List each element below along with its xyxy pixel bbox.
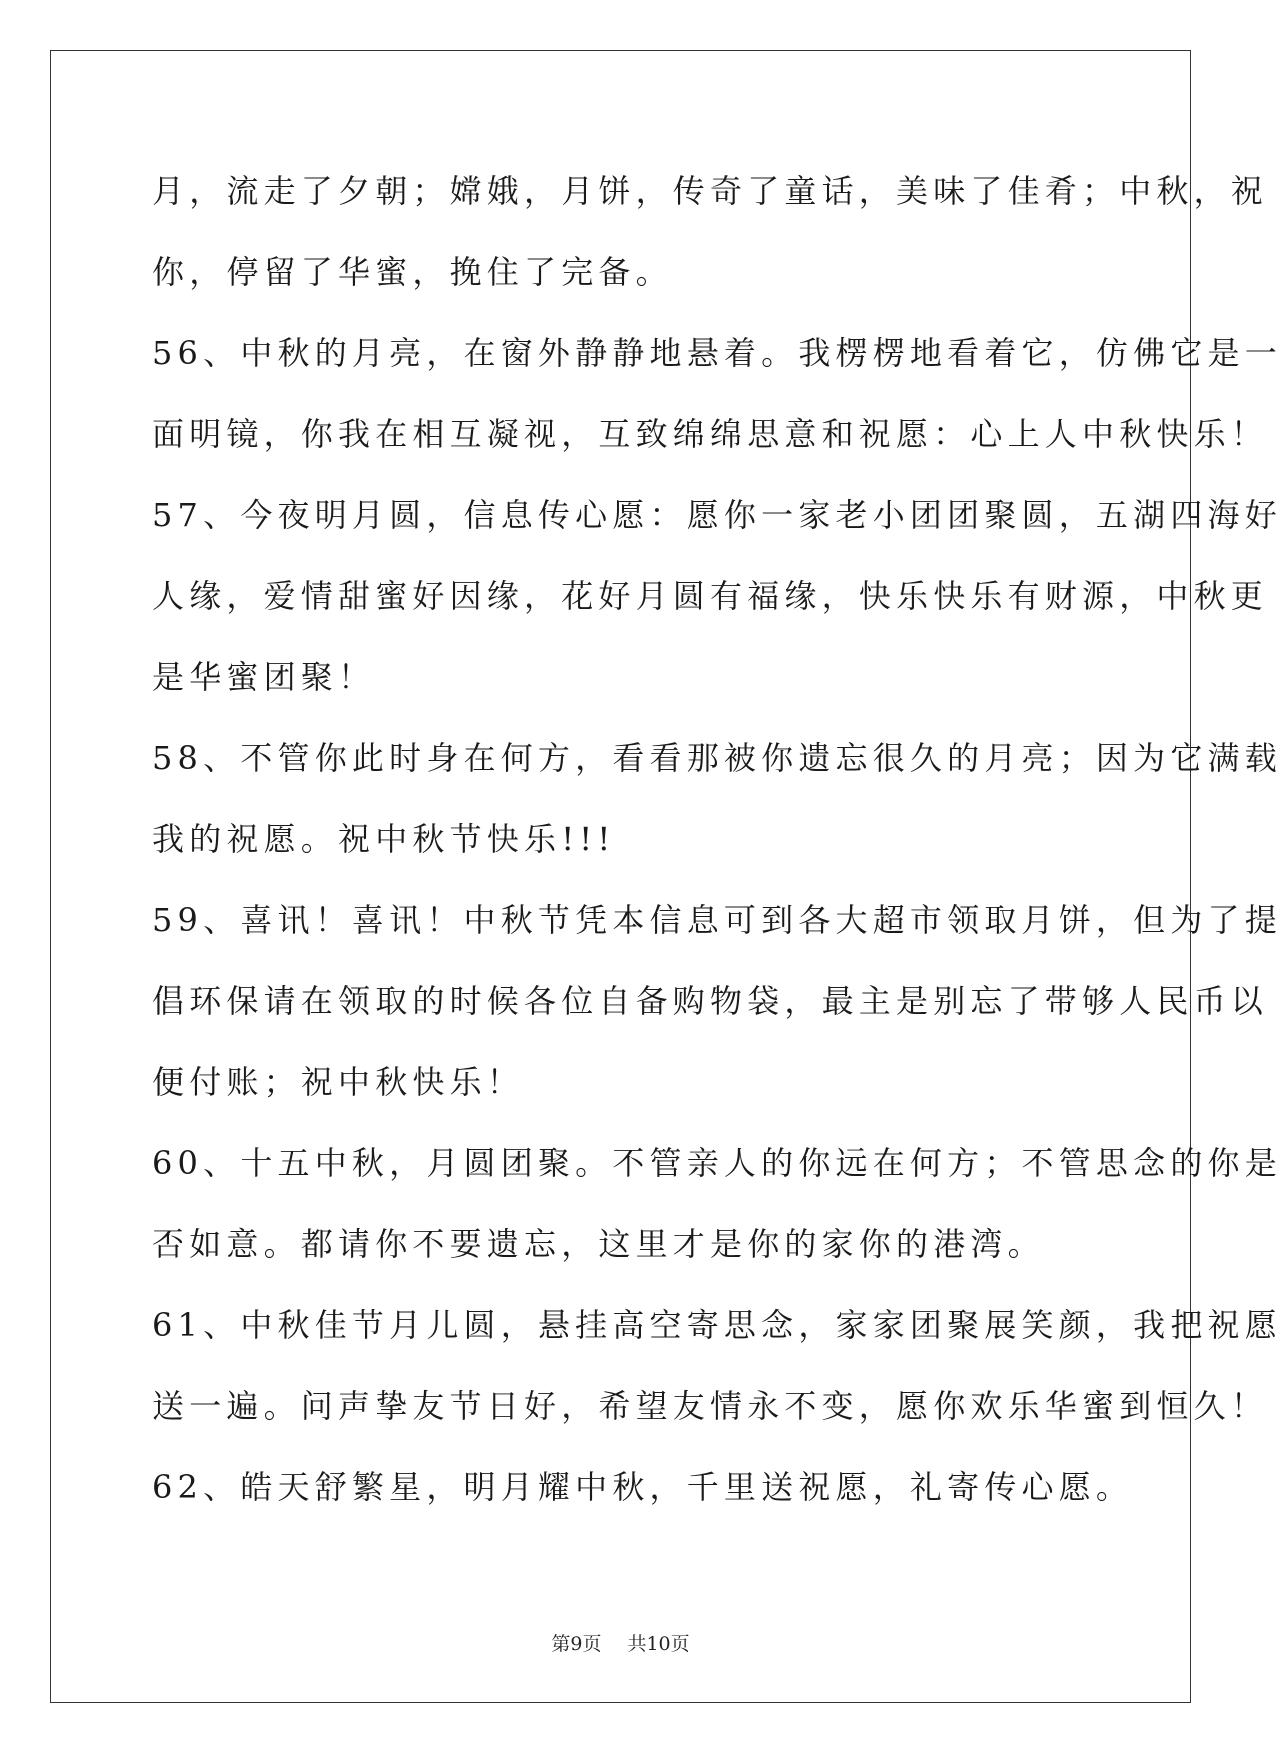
text-line: 你，停留了华蜜，挽住了完备。	[152, 253, 673, 291]
text-line: 57、今夜明月圆，信息传心愿：愿你一家老小团团聚圆，五湖四海好	[152, 496, 1282, 534]
page-number: 第9页	[551, 1633, 602, 1655]
text-line: 面明镜，你我在相互凝视，互致绵绵思意和祝愿：心上人中秋快乐！	[152, 415, 1269, 453]
text-line: 月，流走了夕朝；嫦娥，月饼，传奇了童话，美味了佳肴；中秋，祝	[152, 172, 1269, 210]
text-line: 我的祝愿。祝中秋节快乐!!!	[152, 820, 616, 858]
text-line: 是华蜜团聚！	[152, 658, 376, 696]
document-body	[152, 160, 1282, 1537]
text-line: 便付账；祝中秋快乐！	[152, 1063, 525, 1101]
page-total: 共10页	[627, 1633, 690, 1655]
text-line: 56、中秋的月亮，在窗外静静地悬着。我楞楞地看着它，仿佛它是一	[152, 334, 1282, 372]
text-line: 61、中秋佳节月儿圆，悬挂高空寄思念，家家团聚展笑颜，我把祝愿	[152, 1306, 1282, 1344]
text-line: 60、十五中秋，月圆团聚。不管亲人的你远在何方；不管思念的你是	[152, 1144, 1282, 1182]
text-line: 62、皓天舒繁星，明月耀中秋，千里送祝愿，礼寄传心愿。	[152, 1468, 1134, 1506]
page-footer	[0, 1631, 1241, 1657]
text-line: 否如意。都请你不要遗忘，这里才是你的家你的港湾。	[152, 1225, 1045, 1263]
text-line: 送一遍。问声挚友节日好，希望友情永不变，愿你欢乐华蜜到恒久！	[152, 1387, 1269, 1425]
text-line: 59、喜讯！喜讯！中秋节凭本信息可到各大超市领取月饼，但为了提	[152, 901, 1282, 939]
text-line: 倡环保请在领取的时候各位自备购物袋，最主是别忘了带够人民币以	[152, 982, 1269, 1020]
text-line: 人缘，爱情甜蜜好因缘，花好月圆有福缘，快乐快乐有财源，中秋更	[152, 577, 1269, 615]
text-line: 58、不管你此时身在何方，看看那被你遗忘很久的月亮；因为它满载	[152, 739, 1282, 777]
